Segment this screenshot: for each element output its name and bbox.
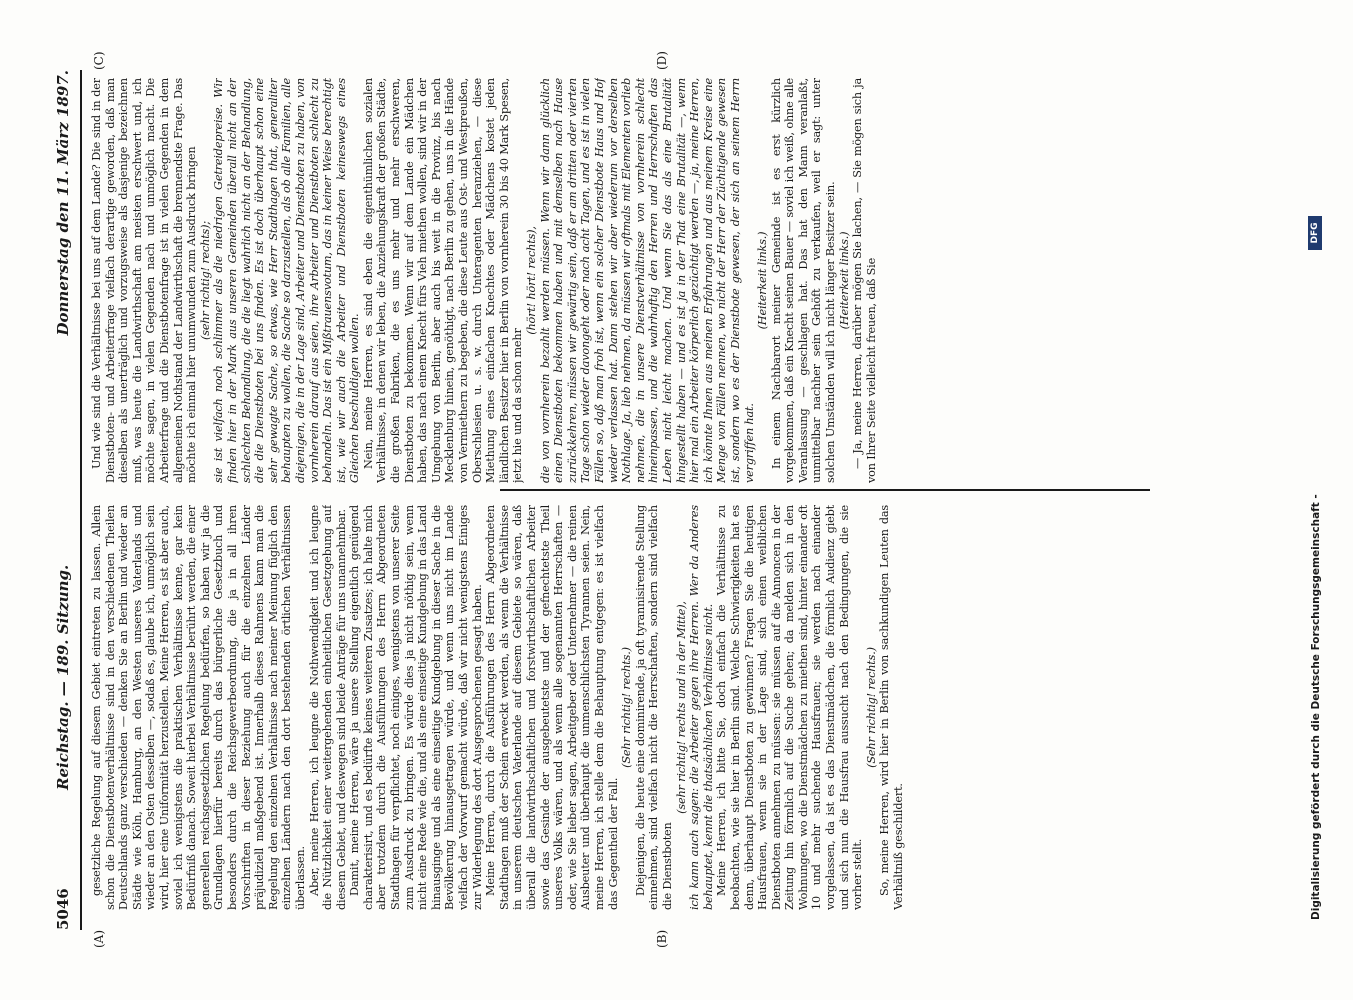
margin-marker-c: (C) xyxy=(92,51,106,70)
dfg-logo: DFG xyxy=(1308,216,1322,250)
paragraph: Aber, meine Herren, ich leugne die Nothwendigkeit und ich leugne die Nützlichkeit einer weitergehenden einheitlichen Gesetzgebung auf diesem Gebiet, und deswegen sind beide Anträge für uns unannehmbar. xyxy=(307,505,348,910)
right-column xyxy=(90,78,1175,483)
paragraph: In einem Nachbarort meiner Gemeinde ist es erst kürzlich vorgekommen, daß ein Knecht seinen Bauer — soviel ich weiß, ohne alle Veranlassung — geschlagen hat. Das hat den Mann veranlaßt, unmittelbar nachher sein Gehöft zu verkaufen, weil er sagt: unter solchen Umständen will ich nicht länger Besitzer sein. xyxy=(769,78,838,483)
interjection: (Heiterkeit links.) xyxy=(837,231,851,330)
interjection: (Sehr richtig! rechts.) xyxy=(620,647,634,768)
paragraph: gesetzliche Regelung auf diesem Gebiet eintreten zu lassen. Allein schon die Dienstbotenverhältnisse sind in den verschiedenen Theilen Deutschlands ganz verschieden — denken Sie an Berlin und wieder an Städte wie Köln, Hamburg, an den Westen unseres Vaterlands und wieder an den Osten desselben —, sodaß es, glaube ich, unmöglich sein wird, hier eine Uniformität herzustellen. Meine Herren, es ist aber auch, soviel ich wenigstens die praktischen Verhältnisse kenne, gar kein Bedürfniß danach. Soweit hierbei Verhältnisse berührt werden, die einer generellen reichsgesetzlichen Regelung bedürfen, so haben wir ja die Grundlagen hierfür bereits durch das bürgerliche Gesetzbuch und besonders durch die Reichsgewerbeordnung, die ja in all ihren Vorschriften in dieser Beziehung auch für die einzelnen Länder präjudiziell maßgebend ist. Innerhalb dieses Rahmens kann man die Regelung den einzelnen Verhältnisse nach meiner Meinung füglich den einzelnen Ländern nach den dort bestehenden örtlichen Verhältnissen überlassen. xyxy=(90,505,307,910)
interjection: (Heiterkeit links.) xyxy=(756,231,770,330)
paragraph: Meine Herren, ich bitte Sie, doch einfach die Verhältnisse zu beobachten, wie sie hier in Berlin sind. Welche Schwierigkeiten hat es denn, überhaupt Dienstboten zu gewinnen? Fragen Sie die heutigen Hausfrauen, wenn sie in der Lage sind, sich einen weiblichen Dienstboten annehmen zu müssen: sie müssen auf die Annoncen in der Zeitung hin förmlich auf die Suche gehen; da melden sich in den Wohnungen, wo die Dienstmädchen zu miethen sind, hinter einander oft 10 und mehr suchende Hausfrauen; sie werden nach einander vorgelassen, da ist es das Dienstmädchen, die förmlich Audienz giebt und sich nun die Hausfrau aussucht nach den Bedingungen, die sie vorher stellt. xyxy=(715,505,865,910)
left-column xyxy=(90,505,1175,910)
paragraph: Diejenigen, die heute eine dominirende, ja oft tyrannisirende Stellung einnehmen, sind vielfach nicht die Herrschaften, sondern sind vielfach die Dienstboten xyxy=(633,505,674,910)
margin-marker-b: (B) xyxy=(655,929,669,948)
interjection: (sehr richtig! rechts); xyxy=(198,221,212,340)
page-header xyxy=(52,70,78,930)
column-divider xyxy=(500,489,1150,491)
paragraph: — Ja, meine Herren, darüber mögen Sie lachen, — Sie mögen sich ja von Ihrer Seite vielleicht freuen, daß Sie xyxy=(851,78,878,483)
paragraph: sie ist vielfach noch schlimmer als die niedrigen Getreidepreise. Wir finden hier in der Mark aus unseren Gemeinden überall nicht an der schlechten Behandlung, die die liegt wahrlich nicht an der Behandlung, die die Dienstboten bei uns finden. Es ist doch überhaupt schon eine sehr gewagte Sache, so etwas, wie Herr Stadthagen that, generaliter behaupten zu wollen, die Sache so darzustellen, als ob alle Familien, alle diejenigen, die in der Lage sind, Arbeiter und Dienstboten zu haben, von vornherein darauf aus seien, ihre Arbeiter und Dienstboten schlecht zu behandeln. Das ist ein Mißtrauensvotum, das in keiner Weise berechtigt ist, wie wir auch die Arbeiter und Dienstboten keineswegs eines Gleichen beschuldigen wollen. xyxy=(212,78,362,483)
session-title: Reichstag. — 189. Sitzung. xyxy=(54,564,72,790)
digitization-credit: Digitalisierung gefördert durch die Deutsche Forschungsgemeinschaft - xyxy=(1310,494,1322,920)
paragraph: Meine Herren, durch die Ausführungen des Herrn Abgeordneten Stadthagen muß der Schein erweckt werden, als wenn die Verhältnisse in unserem deutschen Vaterlande auf diesem Gebiete so wären, daß überall die landwirthschaftlichen und forstwirthschaftlichen Arbeiter sowie das Gesinde der ausgebeutetste und der gefnechtetste Theil unseres Volks wären, und als wenn alle sogenannten Herrschaften — oder, wie Sie lieber sagen, Arbeitgeber oder Unternehmer — die reinen Ausbeuter und überhaupt die unmenschlichsten Tyrannen seien. Nein, meine Herren, ich stelle dem die Behauptung entgegen: es ist vielfach das Gegentheil der Fall. xyxy=(484,505,620,910)
header-rule xyxy=(80,70,82,930)
margin-marker-d: (D) xyxy=(655,51,669,70)
paragraph: Und wie sind die Verhältnisse bei uns auf dem Lande? Die sind in der Dienstboten- und Arbeiterfrage vielfach derartige geworden, daß man dieselben als unerträglich und vorzugsweise als dasjenige bezeichnen muß, was heute die Landwirthschaft am meisten erschwert und, ich möchte sagen, in vielen Gegenden nach und unmöglich macht. Die Arbeiterfrage und die Dienstbotenfrage ist in vielen Gegenden in dem allgemeinen Nothstand der Landwirthschaft die brennendste Frage. Das möchte ich einmal hier unumwunden zum Ausdruck bringen xyxy=(90,78,199,483)
margin-marker-a: (A) xyxy=(92,929,106,948)
interjection: (hört! hört! rechts), xyxy=(525,226,538,335)
paragraph: die von vornherein bezahlt werden müssen. Wenn wir dann glücklich einen Dienstboten bekommen haben und mit demselben nach Hause zurückkehren, müssen wir gewärtig sein, daß er am dritten oder vierten Tage schon wieder davongeht oder nach acht Tagen, und es ist in vielen Fällen so, daß man froh ist, wenn ein solcher Dienstbote Haus und Hof wieder verlassen hat. Dann stehen wir aber wiederum vor derselben Nothlage. Ja, lieb nehmen, da müssen wir oftmals mit Elementen vorlieb nehmen, die in unsere Dienstverhältnisse von vornherein schlecht hineinpassen, und die wahrhaftig den Herren und Herrschaften das Leben nicht leicht machen. Und wenn Sie das als eine Brutalität hingestellt haben — und es ist ja in der That eine Brutalität —, wenn hier mal ein Arbeiter körperlich gezüchtigt werden —, ja, meine Herren, ich könnte Ihnen aus meinen Erfahrungen und aus meinem Kreise eine Menge von Fällen nennen, wo nicht der Herr der Züchtigende gewesen ist, sondern wo es der Dienstbote gewesen, der sich an seinem Herrn vergriffen hat. xyxy=(538,78,756,483)
paragraph: Nein, meine Herren, es sind eben die eigenthümlichen sozialen Verhältnisse, in denen wir leben, die Anziehungskraft der großen Städte, die großen Fabriken, die es uns mehr und mehr erschweren, Dienstboten zu bekommen. Wenn wir auf dem Lande ein Mädchen haben, das nach einem Knecht fürs Vieh miethen wollen, sind wir in der Umgebung von Berlin, aber auch bis weit in die Provinz, bis nach Mecklenburg hinein, genöthigt, nach Berlin zu gehen, uns in die Hände von Vermiethern zu begeben, die diese Leute aus Ost- und Westpreußen, Oberschlesien u. s. w. durch Unteragenten heranziehen, — diese Miethung eines einfachen Knechtes oder Mädchens kostet jeden ländlichen Besitzer hier in Berlin von vornherein 30 bis 40 Mark Spesen, jetzt hie und da schon mehr xyxy=(361,78,525,483)
page-number: 5046 xyxy=(54,888,72,930)
paragraph: So, meine Herren, wird hier in Berlin von sachkundigen Leuten das Verhältniß geschildert. xyxy=(878,505,906,910)
paragraph: ich kann auch sagen: die Arbeiter gegen ihre Herren. Wer da Anderes behauptet, kennt die thatsächlichen Verhältnisse nicht. xyxy=(688,505,715,910)
interjection: (sehr richtig! rechts und in der Mitte), xyxy=(674,601,688,814)
session-date: Donnerstag den 11. März 1897. xyxy=(54,70,72,336)
interjection: (Sehr richtig! rechts.) xyxy=(864,647,878,768)
paragraph: Damit, meine Herren, wäre ja unsere Stellung eigentlich genügend charakterisirt, und es bedürfte keines weiteren Zusatzes; ich halte mich aber trotzdem durch die Ausführungen des Herrn Abgeordneten Stadthagen für verpflichtet, noch einiges, wenigstens von unserer Seite zum Ausdruck zu bringen. Es würde dies ja nicht nöthig sein, wenn nicht eine Rede wie die, und als eine einseitige Kundgebung in das Land hinausginge und als eine einseitige Kundgebung in dieser Sache in die Bevölkerung hinausgetragen würde, und wenn uns nicht im Lande vielfach der Vorwurf gemacht würde, daß wir nicht wenigstens Einiges zur Widerlegung des dort Ausgesprochenen gesagt haben. xyxy=(348,505,484,910)
